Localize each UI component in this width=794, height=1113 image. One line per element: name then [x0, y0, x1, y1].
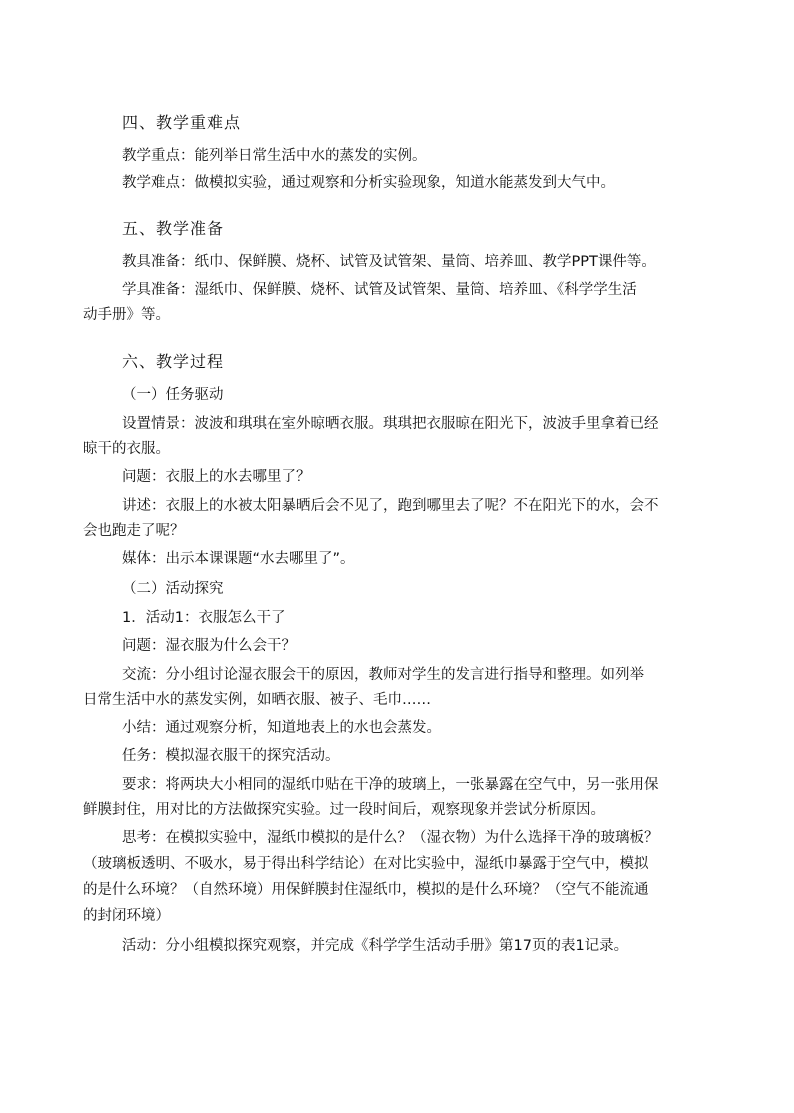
activity-1-title: 1．活动1：衣服怎么干了 — [122, 610, 286, 626]
activity-line: 活动：分小组模拟探究观察，并完成《科学学生活动手册》第17页的表1记录。 — [122, 938, 629, 954]
subsection-activity-explore: （二）活动探究 — [122, 581, 224, 597]
activity-question-line: 问题：湿衣服为什么会干？ — [122, 638, 296, 654]
teaching-aids-line: 教具准备：纸巾、保鲜膜、烧杯、试管及试管架、量筒、培养皿、教学PPT课件等。 — [122, 254, 656, 270]
narration-line: 讲述：衣服上的水被太阳暴晒后会不见了，跑到哪里去了呢？不在阳光下的水，会不 — [122, 498, 659, 514]
subsection-task-drive: （一）任务驱动 — [122, 387, 224, 403]
task-line: 任务：模拟湿衣服干的探究活动。 — [122, 748, 340, 764]
student-aids-line: 学具准备：湿纸巾、保鲜膜、烧杯、试管及试管架、量筒、培养皿、《科学学生活 — [122, 282, 637, 298]
scenario-line: 设置情景：波波和琪琪在室外晾晒衣服。琪琪把衣服晾在阳光下，波波手里拿着已经 — [122, 416, 659, 432]
narration-line-cont: 会也跑走了呢？ — [83, 523, 185, 539]
section-6-heading: 六、教学过程 — [122, 352, 225, 371]
discussion-line: 交流：分小组讨论湿衣服会干的原因，教师对学生的发言进行指导和整理。如列举 — [122, 667, 644, 683]
section-5-heading: 五、教学准备 — [122, 219, 225, 238]
summary-line: 小结：通过观察分析，知道地表上的水也会蒸发。 — [122, 720, 441, 736]
thinking-line: 思考：在模拟实验中，湿纸巾模拟的是什么？（湿衣物）为什么选择干净的玻璃板？ — [122, 830, 659, 846]
thinking-line-cont-1: （玻璃板透明、不吸水，易于得出科学结论）在对比实验中，湿纸巾暴露于空气中，模拟 — [83, 856, 649, 872]
requirement-line: 要求：将两块大小相同的湿纸巾贴在干净的玻璃上，一张暴露在空气中，另一张用保 — [122, 777, 659, 793]
media-line: 媒体：出示本课课题“水去哪里了”。 — [122, 551, 355, 567]
thinking-line-cont-3: 的封闭环境） — [83, 908, 170, 924]
section-4-heading: 四、教学重难点 — [122, 113, 242, 132]
scenario-line-cont: 晾干的衣服。 — [83, 441, 170, 457]
question-line: 问题：衣服上的水去哪里了？ — [122, 469, 311, 485]
key-points-line: 教学重点：能列举日常生活中水的蒸发的实例。 — [122, 148, 427, 164]
requirement-line-cont: 鲜膜封住，用对比的方法做探究实验。过一段时间后，观察现象并尝试分析原因。 — [83, 802, 605, 818]
difficult-points-line: 教学难点：做模拟实验，通过观察和分析实验现象，知道水能蒸发到大气中。 — [122, 175, 615, 191]
discussion-line-cont: 日常生活中水的蒸发实例，如晒衣服、被子、毛巾…… — [83, 692, 431, 708]
student-aids-line-cont: 动手册》等。 — [83, 307, 170, 323]
thinking-line-cont-2: 的是什么环境？（自然环境）用保鲜膜封住湿纸巾，模拟的是什么环境？（空气不能流通 — [83, 882, 649, 898]
